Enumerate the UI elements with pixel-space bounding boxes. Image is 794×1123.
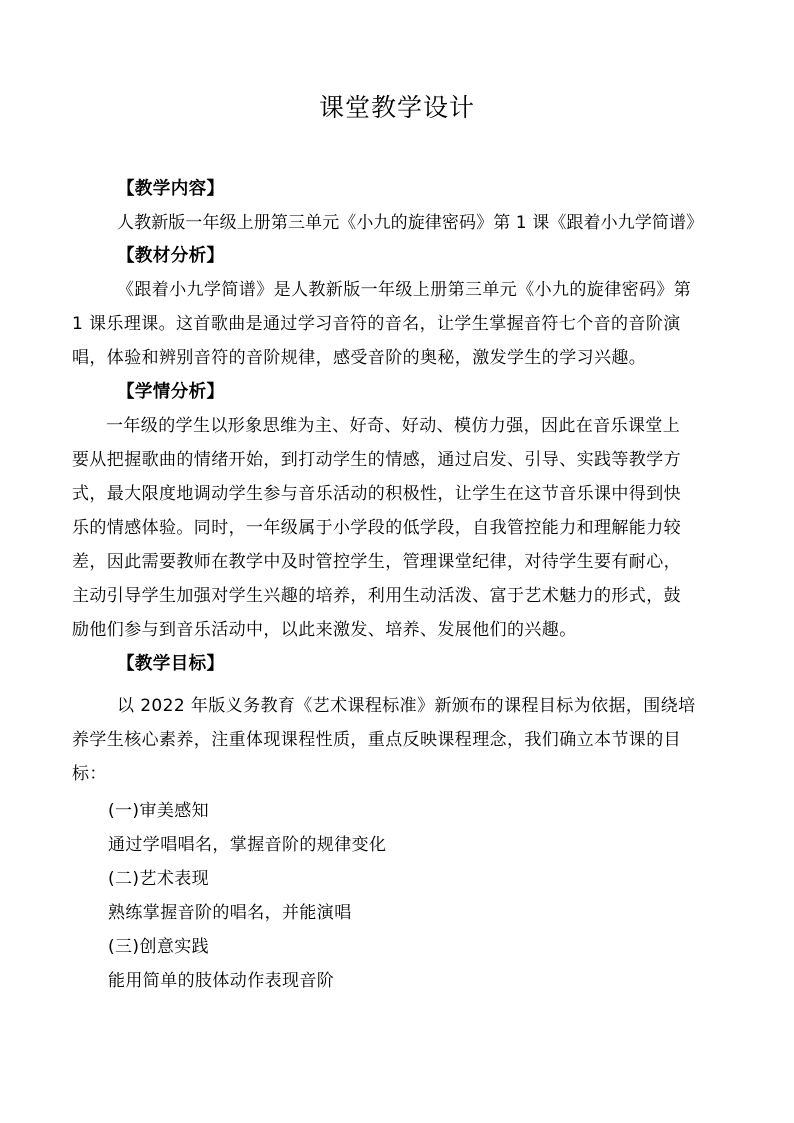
goal-item-text: 通过学唱唱名，掌握音阶的规律变化: [108, 835, 387, 855]
section-heading-material: 【教材分析】: [117, 246, 225, 266]
students-line: 一年级的学生以形象思维为主、好奇、好动、模仿力强，因此在音乐课堂上: [106, 416, 681, 436]
section-heading-content: 【教学内容】: [117, 179, 225, 199]
students-line: 励他们参与到音乐活动中，以此来激发、培养、发展他们的兴趣。: [72, 620, 577, 640]
document-title: 课堂教学设计: [318, 93, 475, 122]
goal-item-text: 能用简单的肢体动作表现音阶: [108, 971, 335, 991]
content-line: 人教新版一年级上册第三单元《小九的旋律密码》第 1 课《跟着小九学简谱》: [117, 213, 704, 233]
goals-line: 标：: [72, 764, 107, 784]
material-line: 1 课乐理课。这首歌曲是通过学习音符的音名，让学生掌握音符七个音的音阶演: [72, 314, 681, 334]
goal-item-label: (三)创意实践: [108, 937, 210, 957]
material-line: 唱，体验和辨别音符的音阶规律，感受音阶的奥秘，激发学生的学习兴趣。: [72, 348, 647, 368]
section-heading-goals: 【教学目标】: [117, 654, 225, 674]
goals-line: 以 2022 年版义务教育《艺术课程标准》新颁布的课程目标为依据，围绕培: [117, 696, 696, 716]
goal-item-text: 熟练掌握音阶的唱名，并能演唱: [108, 903, 352, 923]
students-line: 主动引导学生加强对学生兴趣的培养，利用生动活泼、富于艺术魅力的形式，鼓: [72, 586, 681, 606]
section-heading-students: 【学情分析】: [117, 382, 225, 402]
students-line: 差，因此需要教师在教学中及时管控学生，管理课堂纪律，对待学生要有耐心，: [72, 552, 681, 572]
goal-item-label: (一)审美感知: [108, 801, 210, 821]
students-line: 乐的情感体验。同时，一年级属于小学段的低学段，自我管控能力和理解能力较: [72, 518, 681, 538]
goals-line: 养学生核心素养，注重体现课程性质，重点反映课程理念，我们确立本节课的目: [72, 730, 681, 750]
material-line: 《跟着小九学简谱》是人教新版一年级上册第三单元《小九的旋律密码》第: [117, 280, 692, 300]
students-line: 要从把握歌曲的情绪开始，到打动学生的情感，通过启发、引导、实践等教学方: [72, 450, 681, 470]
students-line: 式，最大限度地调动学生参与音乐活动的积极性，让学生在这节音乐课中得到快: [72, 484, 681, 504]
goal-item-label: (二)艺术表现: [108, 869, 210, 889]
